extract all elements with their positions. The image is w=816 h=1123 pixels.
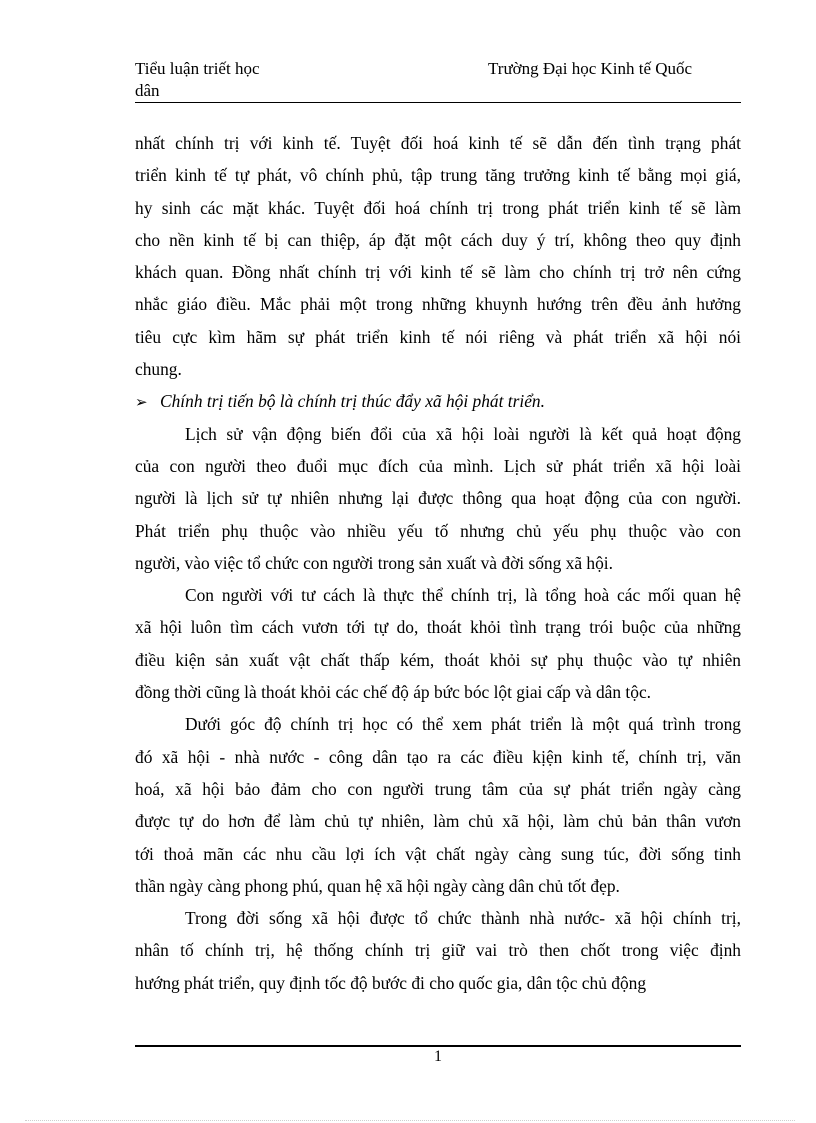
text-line: nhân tố chính trị, hệ thống chính trị giữ vai trò then chốt trong việc định (135, 940, 741, 961)
text-line: của con người theo đuổi mục đích của mình. Lịch sử phát triển xã hội loài (135, 455, 741, 476)
header-course-title: Tiểu luận triết học (135, 59, 260, 78)
text-line: được tự do hơn để làm chủ tự nhiên, làm chủ xã hội, làm chủ bản thân vươn (135, 811, 741, 832)
text-line: khách quan. Đồng nhất chính trị với kinh tế sẽ làm cho chính trị trở nên cứng (135, 262, 741, 283)
text-line: Phát triển phụ thuộc vào nhiều yếu tố nhưng chủ yếu phụ thuộc vào con (135, 520, 741, 541)
text-line: hướng phát triển, quy định tốc độ bước đi cho quốc gia, dân tộc chủ động (135, 972, 647, 993)
text-line: điều kiện sản xuất vật chất thấp kém, thoát khỏi sự phụ thuộc vào tự nhiên (135, 649, 741, 670)
header-left (135, 58, 335, 102)
text-line: đó xã hội - nhà nước - công dân tạo ra các điều kịện kinh tế, chính trị, văn (135, 746, 741, 767)
text-line: người là lịch sử tự nhiên nhưng lại được thông qua hoạt động của con người. (135, 488, 741, 509)
arrowhead-bullet-icon: ➢ (135, 395, 148, 412)
text-line: xã hội luôn tìm cách vươn tới tự do, thoát khỏi tình trạng trói buộc của những (135, 617, 741, 638)
header-course-title-continued: dân (135, 81, 160, 100)
footer-divider (135, 1045, 741, 1047)
text-line: đồng thời cũng là thoát khỏi các chế độ áp bức bóc lột giai cấp và dân tộc. (135, 682, 652, 703)
text-line: cho nền kinh tế bị can thiệp, áp đặt một cách duy ý trí, không theo quy định (135, 229, 741, 250)
paragraph-history (135, 418, 741, 579)
text-line: tới thoả mãn các nhu cầu lợi ích vật chất ngày càng sung túc, đời sống tinh (135, 843, 741, 864)
header-university: Trường Đại học Kinh tế Quốc (488, 59, 693, 78)
text-line: thần ngày càng phong phú, quan hệ xã hội ngày càng dân chủ tốt đẹp. (135, 875, 620, 896)
text-line: Dưới góc độ chính trị học có thể xem phát triển là một quá trình trong (185, 714, 741, 735)
text-line: hy sinh các mặt khác. Tuyệt đối hoá chính trị trong phát triển kinh tế sẽ làm (135, 197, 741, 218)
paragraph-political-science (135, 708, 741, 902)
paragraph-continuation (135, 127, 741, 385)
text-line: người, vào việc tổ chức con người trong sản xuất và đời sống xã hội. (135, 552, 613, 573)
text-line: chung. (135, 359, 182, 380)
page-header (135, 58, 741, 103)
text-line: hoá, xã hội bảo đảm cho con người trung tâm của sự phát triển ngày càng (135, 778, 741, 799)
text-line: tiêu cực kìm hãm sự phát triển kinh tế nói riêng và phát triển xã hội nói (135, 326, 741, 347)
text-line: Trong đời sống xã hội được tổ chức thành nhà nước- xã hội chính trị, (185, 908, 741, 929)
text-line: triển kinh tế tự phát, vô chính phủ, tập trung tăng trưởng kinh tế bằng mọi giá, (135, 165, 741, 186)
section-bullet-heading (135, 385, 741, 417)
paragraph-political-entity (135, 579, 741, 708)
text-line: nhắc giáo điều. Mắc phải một trong những khuynh hướng trên đều ảnh hưởng (135, 294, 741, 315)
paragraph-social-life (135, 902, 741, 999)
text-line: nhất chính trị với kinh tế. Tuyệt đối hoá kinh tế sẽ dẫn đến tình trạng phát (135, 133, 741, 153)
section-heading-text: Chính trị tiến bộ là chính trị thúc đẩy xã hội phát triển. (160, 391, 545, 412)
text-line: Con người với tư cách là thực thể chính trị, là tổng hoà các mối quan hệ (185, 585, 741, 606)
text-line: Lịch sử vận động biến đổi của xã hội loài người là kết quả hoạt động (185, 423, 741, 444)
page-number: 1 (434, 1048, 442, 1065)
page-bottom-edge (25, 1120, 795, 1121)
document-body (135, 127, 741, 999)
